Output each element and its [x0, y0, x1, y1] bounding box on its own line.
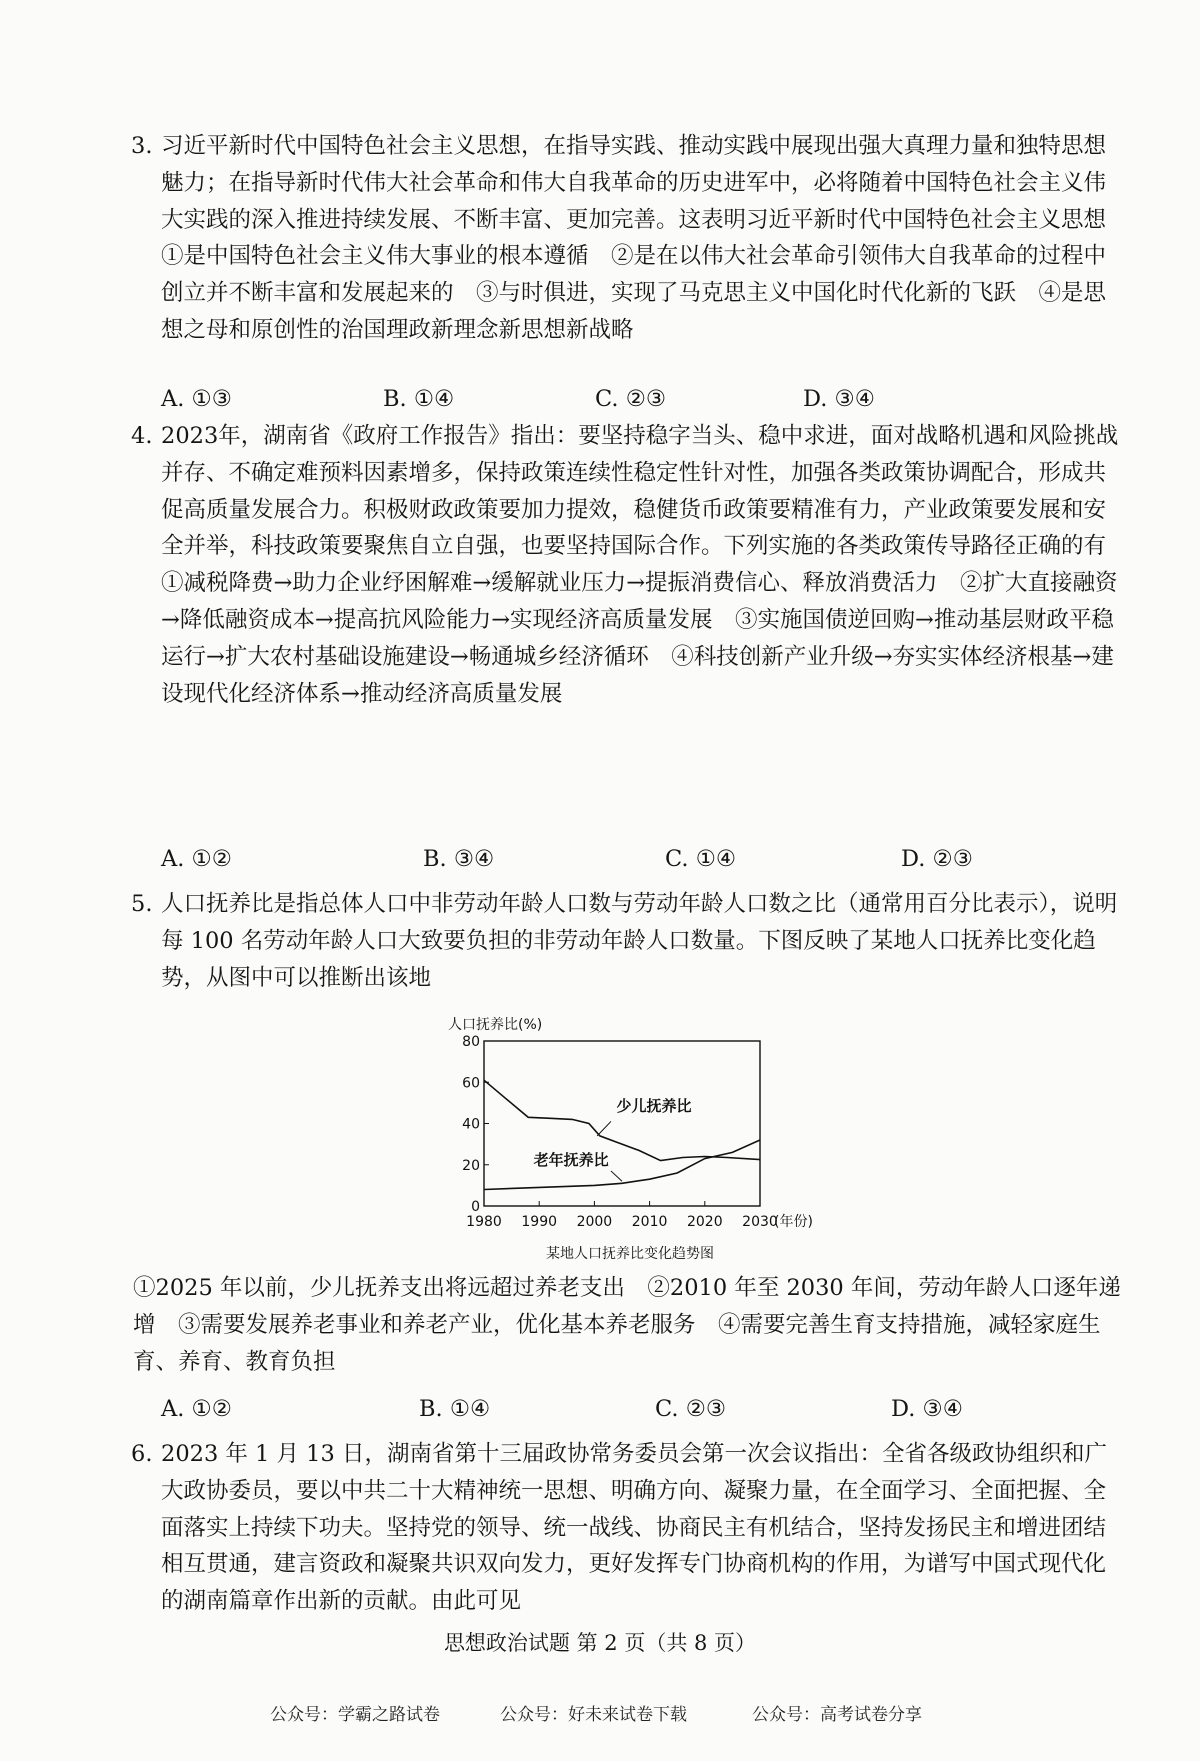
- series-line-1: [484, 1080, 760, 1160]
- series-label-1-leader: [597, 1121, 611, 1135]
- question-stem: 2023年，湖南省《政府工作报告》指出：要坚持稳字当头、稳中求进，面对战略机遇和风险挑战并存、不确定难预料因素增多，保持政策连续性稳定性针对性，加强各类政策协调配合，形成共促高质量发展合力。积极财政政策要加力提效，稳健货币政策要精准有力，产业政策要发展和安全并举，科技政策要聚焦自立自强，也要坚持国际合作。下列实施的各类政策传导路径正确的有: [161, 423, 1119, 560]
- question-4: [133, 418, 1123, 712]
- question-stem: 习近平新时代中国特色社会主义思想，在指导实践、推动实践中展现出强大真理力量和独特思想魅力；在指导新时代伟大社会革命和伟大自我革命的历史进军中，必将随着中国特色社会主义伟大实践的深入推进持续发展、不断丰富、更加完善。这表明习近平新时代中国特色社会主义思想: [161, 133, 1107, 233]
- watermark-1: 公众号：学霸之路试卷: [270, 1705, 440, 1725]
- y-tick-label: 80: [462, 1034, 480, 1050]
- question-5: [133, 886, 1123, 996]
- option-c: C. ②③: [655, 1396, 727, 1422]
- question-items: ①减税降费→助力企业纾困解难→缓解就业压力→提振消费信心、释放消费活力 ②扩大直接融资→降低融资成本→提高抗风险能力→实现经济高质量发展 ③实施国债逆回购→推动基层财政平稳运行→扩大农村基础设施建设→畅通城乡经济循环 ④科技创新产业升级→夯实实体经济根基→建设现代化经济体系→推动经济高质量发展: [161, 570, 1118, 707]
- question-stem: 2023 年 1 月 13 日，湖南省第十三届政协常务委员会第一次会议指出：全省各级政协组织和广大政协委员，要以中共二十大精神统一思想、明确方向、凝聚力量，在全面学习、全面把握、全面落实上持续下功夫。坚持党的领导、统一战线、协商民主有机结合，坚持发扬民主和增进团结相互贯通，建言资政和凝聚共识双向发力，更好发挥专门协商机构的作用，为谱写中国式现代化的湖南篇章作出新的贡献。由此可见: [161, 1441, 1107, 1615]
- chart-svg: [440, 1013, 820, 1273]
- y-tick-label: 40: [462, 1116, 480, 1133]
- series-label-2-leader: [611, 1171, 622, 1181]
- x-tick-label: 2020: [686, 1214, 723, 1230]
- x-tick-label: 2010: [631, 1214, 668, 1230]
- x-tick-label: 2000: [576, 1214, 613, 1230]
- option-d: D. ③④: [891, 1396, 963, 1422]
- option-c: C. ②③: [595, 386, 667, 412]
- question-stem: 人口抚养比是指总体人口中非劳动年龄人口数与劳动年龄人口数之比（通常用百分比表示），说明每 100 名劳动年龄人口大致要负担的非劳动年龄人口数量。下图反映了某地人口抚养比变化趋势，从图中可以推断出该地: [161, 891, 1118, 991]
- option-a: A. ①③: [161, 386, 232, 412]
- watermark-3: 公众号：高考试卷分享: [752, 1705, 922, 1725]
- question-5-items: [133, 1270, 1123, 1380]
- option-a: A. ①②: [161, 846, 232, 872]
- x-tick-label: 2030: [742, 1214, 778, 1230]
- option-b: B. ①④: [383, 386, 455, 412]
- question-number: 3.: [131, 133, 153, 159]
- x-axis-label: (年份): [774, 1214, 813, 1230]
- option-c: C. ①④: [665, 846, 737, 872]
- x-tick-label: 1980: [466, 1214, 502, 1230]
- question-3: [133, 128, 1123, 349]
- option-b: B. ③④: [423, 846, 495, 872]
- question-6: [133, 1436, 1123, 1620]
- question-number: 6.: [131, 1441, 153, 1467]
- dependency-ratio-chart: [440, 1013, 820, 1273]
- question-items: ①2025 年以前，少儿抚养支出将远超过养老支出 ②2010 年至 2030 年间，劳动年龄人口逐年递增 ③需要发展养老事业和养老产业，优化基本养老服务 ④需要完善生育支持措施，减轻家庭生育、养育、教育负担: [133, 1275, 1121, 1375]
- series-label-2: 老年抚养比: [533, 1150, 609, 1169]
- series-label-1: 少儿抚养比: [616, 1097, 692, 1116]
- y-axis-label: 人口抚养比(%): [448, 1017, 543, 1033]
- watermark-2: 公众号：好未来试卷下载: [500, 1705, 687, 1725]
- y-tick-label: 0: [471, 1199, 480, 1215]
- option-d: D. ③④: [803, 386, 875, 412]
- option-a: A. ①②: [161, 1396, 232, 1422]
- page-footer: 思想政治试题 第 2 页（共 8 页）: [443, 1631, 757, 1655]
- series-line-2: [484, 1140, 760, 1190]
- option-d: D. ②③: [901, 846, 973, 872]
- y-tick-label: 20: [462, 1157, 480, 1174]
- y-tick-label: 60: [462, 1075, 480, 1092]
- option-b: B. ①④: [419, 1396, 491, 1422]
- chart-title: 某地人口抚养比变化趋势图: [546, 1246, 714, 1262]
- question-number: 4.: [131, 423, 153, 449]
- question-number: 5.: [131, 891, 153, 917]
- x-tick-label: 1990: [521, 1214, 558, 1230]
- question-items: ①是中国特色社会主义伟大事业的根本遵循 ②是在以伟大社会革命引领伟大自我革命的过程中创立并不断丰富和发展起来的 ③与时俱进，实现了马克思主义中国化时代化新的飞跃 ④是思想之母和原创性的治国理政新理念新思想新战略: [161, 243, 1107, 343]
